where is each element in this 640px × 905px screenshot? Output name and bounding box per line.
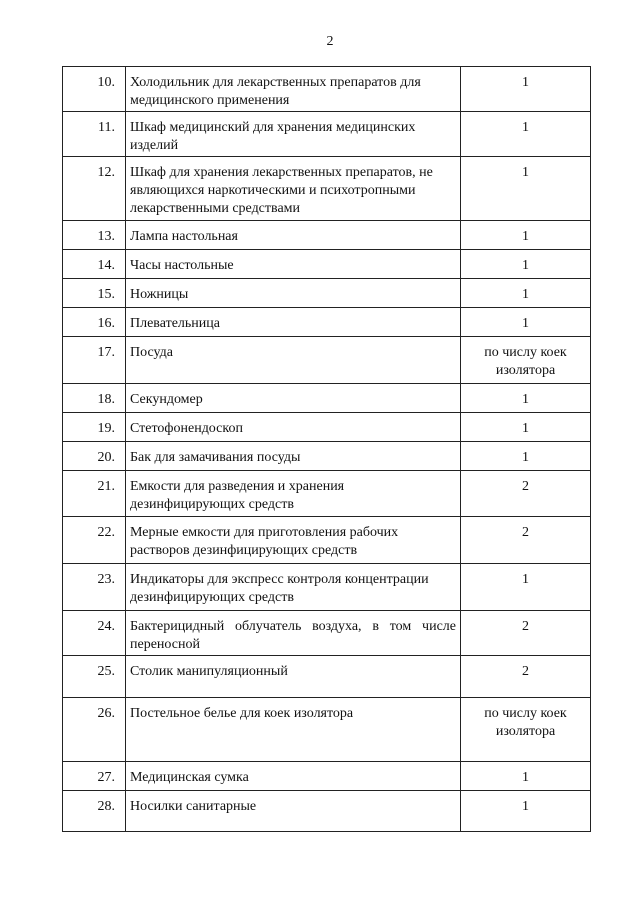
item-name: Индикаторы для экспресс контроля концентрации дезинфицирующих средств — [126, 564, 461, 611]
table-row — [63, 656, 591, 698]
item-quantity: 1 — [461, 221, 591, 250]
row-number: 13. — [63, 221, 126, 250]
item-quantity: 1 — [461, 762, 591, 791]
item-quantity: по числу коек изолятора — [461, 698, 591, 762]
item-name: Бактерицидный облучатель воздуха, в том числе переносной — [126, 611, 461, 656]
item-quantity: 1 — [461, 112, 591, 157]
row-number: 10. — [63, 67, 126, 112]
table-row — [63, 308, 591, 337]
item-quantity: 1 — [461, 157, 591, 221]
table-row — [63, 279, 591, 308]
item-name: Столик манипуляционный — [126, 656, 461, 698]
item-name: Часы настольные — [126, 250, 461, 279]
table-row — [63, 384, 591, 413]
row-number: 14. — [63, 250, 126, 279]
item-name: Секундомер — [126, 384, 461, 413]
row-number: 24. — [63, 611, 126, 656]
item-name: Медицинская сумка — [126, 762, 461, 791]
item-quantity: 1 — [461, 442, 591, 471]
row-number: 27. — [63, 762, 126, 791]
table-row — [63, 157, 591, 221]
table-row — [63, 413, 591, 442]
equipment-table — [62, 66, 591, 832]
row-number: 17. — [63, 337, 126, 384]
item-quantity: 1 — [461, 791, 591, 832]
item-quantity: 1 — [461, 564, 591, 611]
page-number: 2 — [326, 34, 334, 49]
row-number: 25. — [63, 656, 126, 698]
row-number: 15. — [63, 279, 126, 308]
row-number: 26. — [63, 698, 126, 762]
item-name: Лампа настольная — [126, 221, 461, 250]
item-quantity: 2 — [461, 471, 591, 517]
table-row — [63, 221, 591, 250]
item-quantity: 2 — [461, 611, 591, 656]
row-number: 22. — [63, 517, 126, 564]
item-quantity: 1 — [461, 413, 591, 442]
item-name: Емкости для разведения и хранения дезинфицирующих средств — [126, 471, 461, 517]
item-quantity: 1 — [461, 67, 591, 112]
row-number: 28. — [63, 791, 126, 832]
row-number: 21. — [63, 471, 126, 517]
item-name: Бак для замачивания посуды — [126, 442, 461, 471]
item-quantity: 1 — [461, 250, 591, 279]
item-name: Шкаф для хранения лекарственных препаратов, не являющихся наркотическими и психотропными лекарственными средствами — [126, 157, 461, 221]
row-number: 23. — [63, 564, 126, 611]
table-row — [63, 471, 591, 517]
item-name: Мерные емкости для приготовления рабочих растворов дезинфицирующих средств — [126, 517, 461, 564]
table-row — [63, 442, 591, 471]
row-number: 20. — [63, 442, 126, 471]
item-name: Шкаф медицинский для хранения медицинских изделий — [126, 112, 461, 157]
item-quantity: 1 — [461, 384, 591, 413]
table-row — [63, 250, 591, 279]
row-number: 18. — [63, 384, 126, 413]
item-name: Постельное белье для коек изолятора — [126, 698, 461, 762]
item-name: Носилки санитарные — [126, 791, 461, 832]
item-quantity: 1 — [461, 308, 591, 337]
item-quantity: по числу коек изолятора — [461, 337, 591, 384]
table-row — [63, 698, 591, 762]
table-row — [63, 564, 591, 611]
table-row — [63, 762, 591, 791]
table-row — [63, 517, 591, 564]
item-name: Стетофонендоскоп — [126, 413, 461, 442]
row-number: 19. — [63, 413, 126, 442]
table-row — [63, 337, 591, 384]
item-name: Ножницы — [126, 279, 461, 308]
row-number: 12. — [63, 157, 126, 221]
table-row — [63, 112, 591, 157]
row-number: 16. — [63, 308, 126, 337]
item-quantity: 2 — [461, 517, 591, 564]
item-name: Посуда — [126, 337, 461, 384]
item-quantity: 1 — [461, 279, 591, 308]
row-number: 11. — [63, 112, 126, 157]
item-name: Плевательница — [126, 308, 461, 337]
table-row — [63, 791, 591, 832]
item-quantity: 2 — [461, 656, 591, 698]
table-row — [63, 67, 591, 112]
table-row — [63, 611, 591, 656]
item-name: Холодильник для лекарственных препаратов для медицинского применения — [126, 67, 461, 112]
